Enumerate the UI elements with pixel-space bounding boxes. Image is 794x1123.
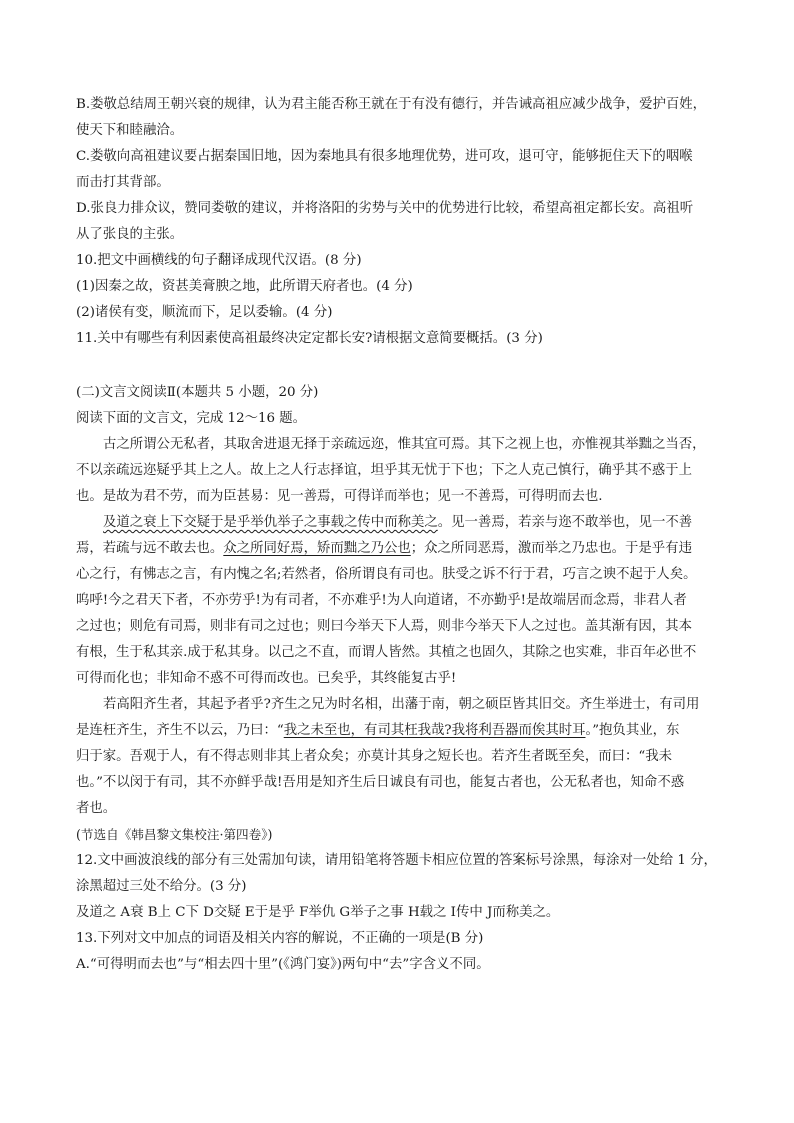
passage-p1-line3: 也。是故为君不劳，而为臣甚易：见一善焉，可得详而举也；见一不善焉，可得明而去也.: [76, 489, 603, 504]
passage-p3-line3: 归于家。吾观于人，有不得志则非其上者众矣；亦莫计其身之短长也。若齐生者既至矣，而曰：“我未: [76, 749, 673, 764]
q9-option-d-line1: D.张良力排众议，赞同娄敬的建议，并将洛阳的劣势与关中的优势进行比较，希望高祖定都长安。高祖听: [76, 201, 694, 216]
passage-text: 。”抱负其业，东: [585, 723, 680, 738]
passage-p2-line2: [76, 536, 726, 562]
section-heading: (二)文言文阅读Ⅱ(本题共 5 小题，20 分): [76, 385, 319, 400]
passage-p2-line5: 之过也；则危有司焉，则非有司之过也；则曰今举天下人焉，则非今举天下人之过也。盖其渐有因，其本: [76, 619, 692, 634]
q10-stem: 10.把文中画横线的句子翻译成现代汉语。(8 分): [76, 253, 362, 268]
q10-sentence-1: (1)因秦之故，资甚美膏腴之地，此所谓天府者也。(4 分): [76, 279, 413, 294]
section-instruction: 阅读下面的文言文，完成 12～16 题。: [76, 411, 307, 426]
passage-p3-line4: 也。”不以闵于有司，其不亦鲜乎哉!吾用是知齐生后日诚良有司也，能复古者也，公无私者也，知命不惑: [76, 775, 685, 790]
q12-stem-line2: 涂黑超过三处不给分。(3 分): [76, 879, 247, 894]
q9-option-c-line2: 而击打其背部。: [76, 175, 170, 190]
passage-p3-line2: [76, 718, 726, 744]
passage-text: 是连枉齐生，齐生不以云，乃曰：“: [76, 723, 284, 738]
passage-p2-line1: [76, 510, 726, 536]
passage-text: 焉，若疏与远不敢去也。: [76, 541, 224, 556]
passage-text: ；众之所同恶焉，激而举之乃忠也。于是乎有违: [410, 541, 692, 556]
passage-p3-line5: 者也。: [76, 801, 117, 816]
q13-stem: 13.下列对文中加点的词语及相关内容的解说，不正确的一项是(B 分): [76, 931, 484, 946]
q9-option-b-line1: B.娄敬总结周王朝兴衰的规律，认为君主能否称王就在于有没有德行，并告诫高祖应减少战争，爱护百姓，: [76, 97, 707, 112]
passage-p2-line7: 可得而化也；非知命不惑不可得而改也。已矣乎，其终能复古乎!: [76, 671, 457, 686]
passage-p2-line4: 呜呼!今之君天下者，不亦劳乎!为有司者，不亦难乎!为人向道诸，不亦勤乎!是故端居而念焉，非君人者: [76, 593, 687, 608]
q13-option-a: A.“可得明而去也”与“相去四十里”(《鸿门宴》)两句中“去”字含义不同。: [76, 957, 490, 972]
q11-stem: 11.关中有哪些有利因素使高祖最终决定定都长安?请根据文意简要概括。(3 分): [76, 331, 543, 346]
q9-option-b-line2: 使天下和睦融洽。: [76, 123, 184, 138]
passage-source: (节选自《韩昌黎文集校注·第四卷》): [76, 827, 273, 842]
q12-options: 及道之 A衰 B上 C下 D交疑 E于是乎 F举仇 G举子之事 H载之 I传中 J而称美之。: [76, 905, 560, 920]
wavy-underlined-text: 及道之衰上下交疑于是乎举仇举子之事载之传中而称美之: [103, 515, 438, 530]
q10-sentence-2: (2)诸侯有变，顺流而下，足以委输。(4 分): [76, 305, 333, 320]
q12-stem-line1: 12.文中画波浪线的部分有三处需加句读，请用铅笔将答题卡相应位置的答案标号涂黑，每涂对一处给 1 分，: [76, 853, 717, 868]
passage-p2-line6: 有根，生于私其亲.成于私其身。以己之不直，而谓人皆然。其植之也固久，其除之也实难，非百年必世不: [76, 645, 697, 660]
passage-p1-line2: 不以亲疏远迩疑乎其上之人。故上之人行志择谊，坦乎其无忧于下也；下之人克己慎行，确乎其不惑于上: [76, 463, 692, 478]
q9-option-d-line2: 从了张良的主张。: [76, 227, 184, 242]
underlined-text: 我之未至也，有司其枉我哉?我将利吾器而俟其时耳: [283, 723, 586, 738]
q9-option-c-line1: C.娄敬向高祖建议要占据秦国旧地，因为秦地具有很多地理优势，进可攻，退可守，能够扼住天下的咽喉: [76, 149, 693, 164]
passage-text: 。见一善焉，若亲与迩不敢举也，见一不善: [437, 515, 693, 530]
exam-page: [76, 92, 726, 978]
underlined-text: 众之所同好焉，矫而黜之乃公也: [223, 541, 411, 556]
passage-p2-line3: 心之行，有怫志之言，有内愧之名;若然者，俗所谓良有司也。肤受之诉不行于君，巧言之谀不起于人矣。: [76, 567, 697, 582]
spacer: [76, 352, 726, 380]
passage-p3-line1: 若高阳齐生者，其起予者乎?齐生之兄为时名相，出藩于南，朝之硕臣皆其旧交。齐生举进士，有司用: [103, 697, 700, 712]
passage-p1-line1: 古之所谓公无私者，其取舍进退无择于亲疏远迩，惟其宜可焉。其下之视上也，亦惟视其举黜之当否，: [103, 437, 706, 452]
